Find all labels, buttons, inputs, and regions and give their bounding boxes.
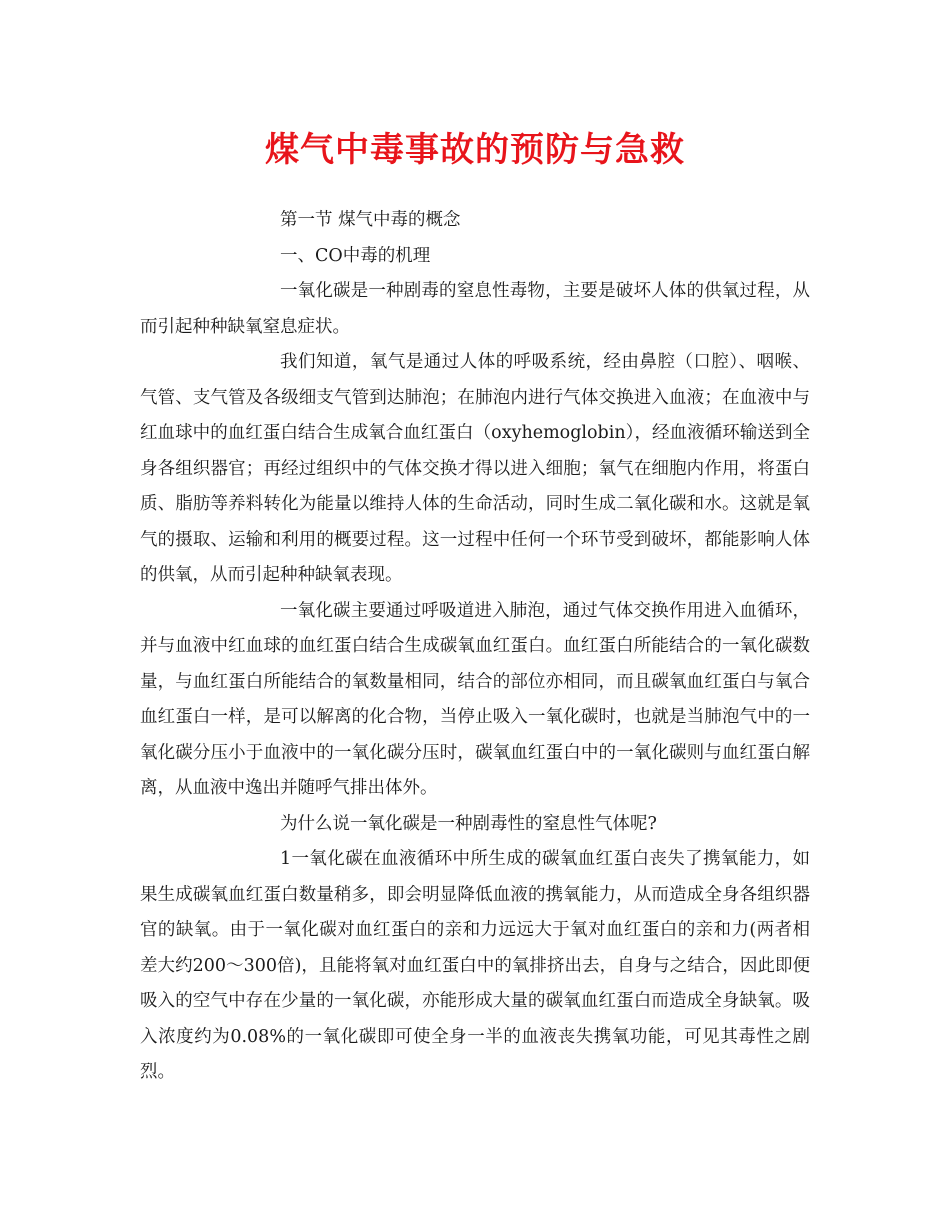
paragraph: 一氧化碳是一种剧毒的窒息性毒物，主要是破坏人体的供氧过程，从而引起种种缺氧窒息症状。 bbox=[140, 281, 810, 337]
paragraph: 我们知道，氧气是通过人体的呼吸系统，经由鼻腔（口腔）、咽喉、气管、支气管及各级细支气管到达肺泡；在肺泡内进行气体交换进入血液；在血液中与红血球中的血红蛋白结合生成氧合血红蛋白（oxyhemoglobin），经血液循环输送到全身各组织器官；再经过组织中的气体交换才得以进入细胞；氧气在细胞内作用，将蛋白质、脂肪等养料转化为能量以维持人体的生命活动，同时生成二氧化碳和水。这就是氧气的摄取、运输和利用的概要过程。这一过程中任何一个环节受到破坏，都能影响人体的供氧，从而引起种种缺氧表现。 bbox=[140, 352, 810, 585]
document-title: 煤气中毒事故的预防与急救 bbox=[265, 130, 685, 170]
paragraph: 一氧化碳主要通过呼吸道进入肺泡，通过气体交换作用进入血循环，并与血液中红血球的血红蛋白结合生成碳氧血红蛋白。血红蛋白所能结合的一氧化碳数量，与血红蛋白所能结合的氧数量相同，结合的部位亦相同，而且碳氧血红蛋白与氧合血红蛋白一样，是可以解离的化合物，当停止吸入一氧化碳时，也就是当肺泡气中的一氧化碳分压小于血液中的一氧化碳分压时，碳氧血红蛋白中的一氧化碳则与血红蛋白解离，从血液中逸出并随呼气排出体外。 bbox=[140, 600, 810, 798]
subheading: 一、CO中毒的机理 bbox=[280, 245, 431, 266]
document-body bbox=[140, 203, 810, 1091]
question-line: 为什么说一氧化碳是一种剧毒性的窒息性气体呢? bbox=[280, 813, 657, 834]
paragraph: 1一氧化碳在血液循环中所生成的碳氧血红蛋白丧失了携氧能力，如果生成碳氧血红蛋白数量稍多，即会明显降低血液的携氧能力，从而造成全身各组织器官的缺氧。由于一氧化碳对血红蛋白的亲和力远远大于氧对血红蛋白的亲和力(两者相差大约200～300倍)，且能将氧对血红蛋白中的氧排挤出去，自身与之结合，因此即便吸入的空气中存在少量的一氧化碳，亦能形成大量的碳氧血红蛋白而造成全身缺氧。吸入浓度约为0.08%的一氧化碳即可使全身一半的血液丧失携氧功能，可见其毒性之剧烈。 bbox=[140, 849, 810, 1082]
section-heading: 第一节 煤气中毒的概念 bbox=[280, 210, 461, 230]
